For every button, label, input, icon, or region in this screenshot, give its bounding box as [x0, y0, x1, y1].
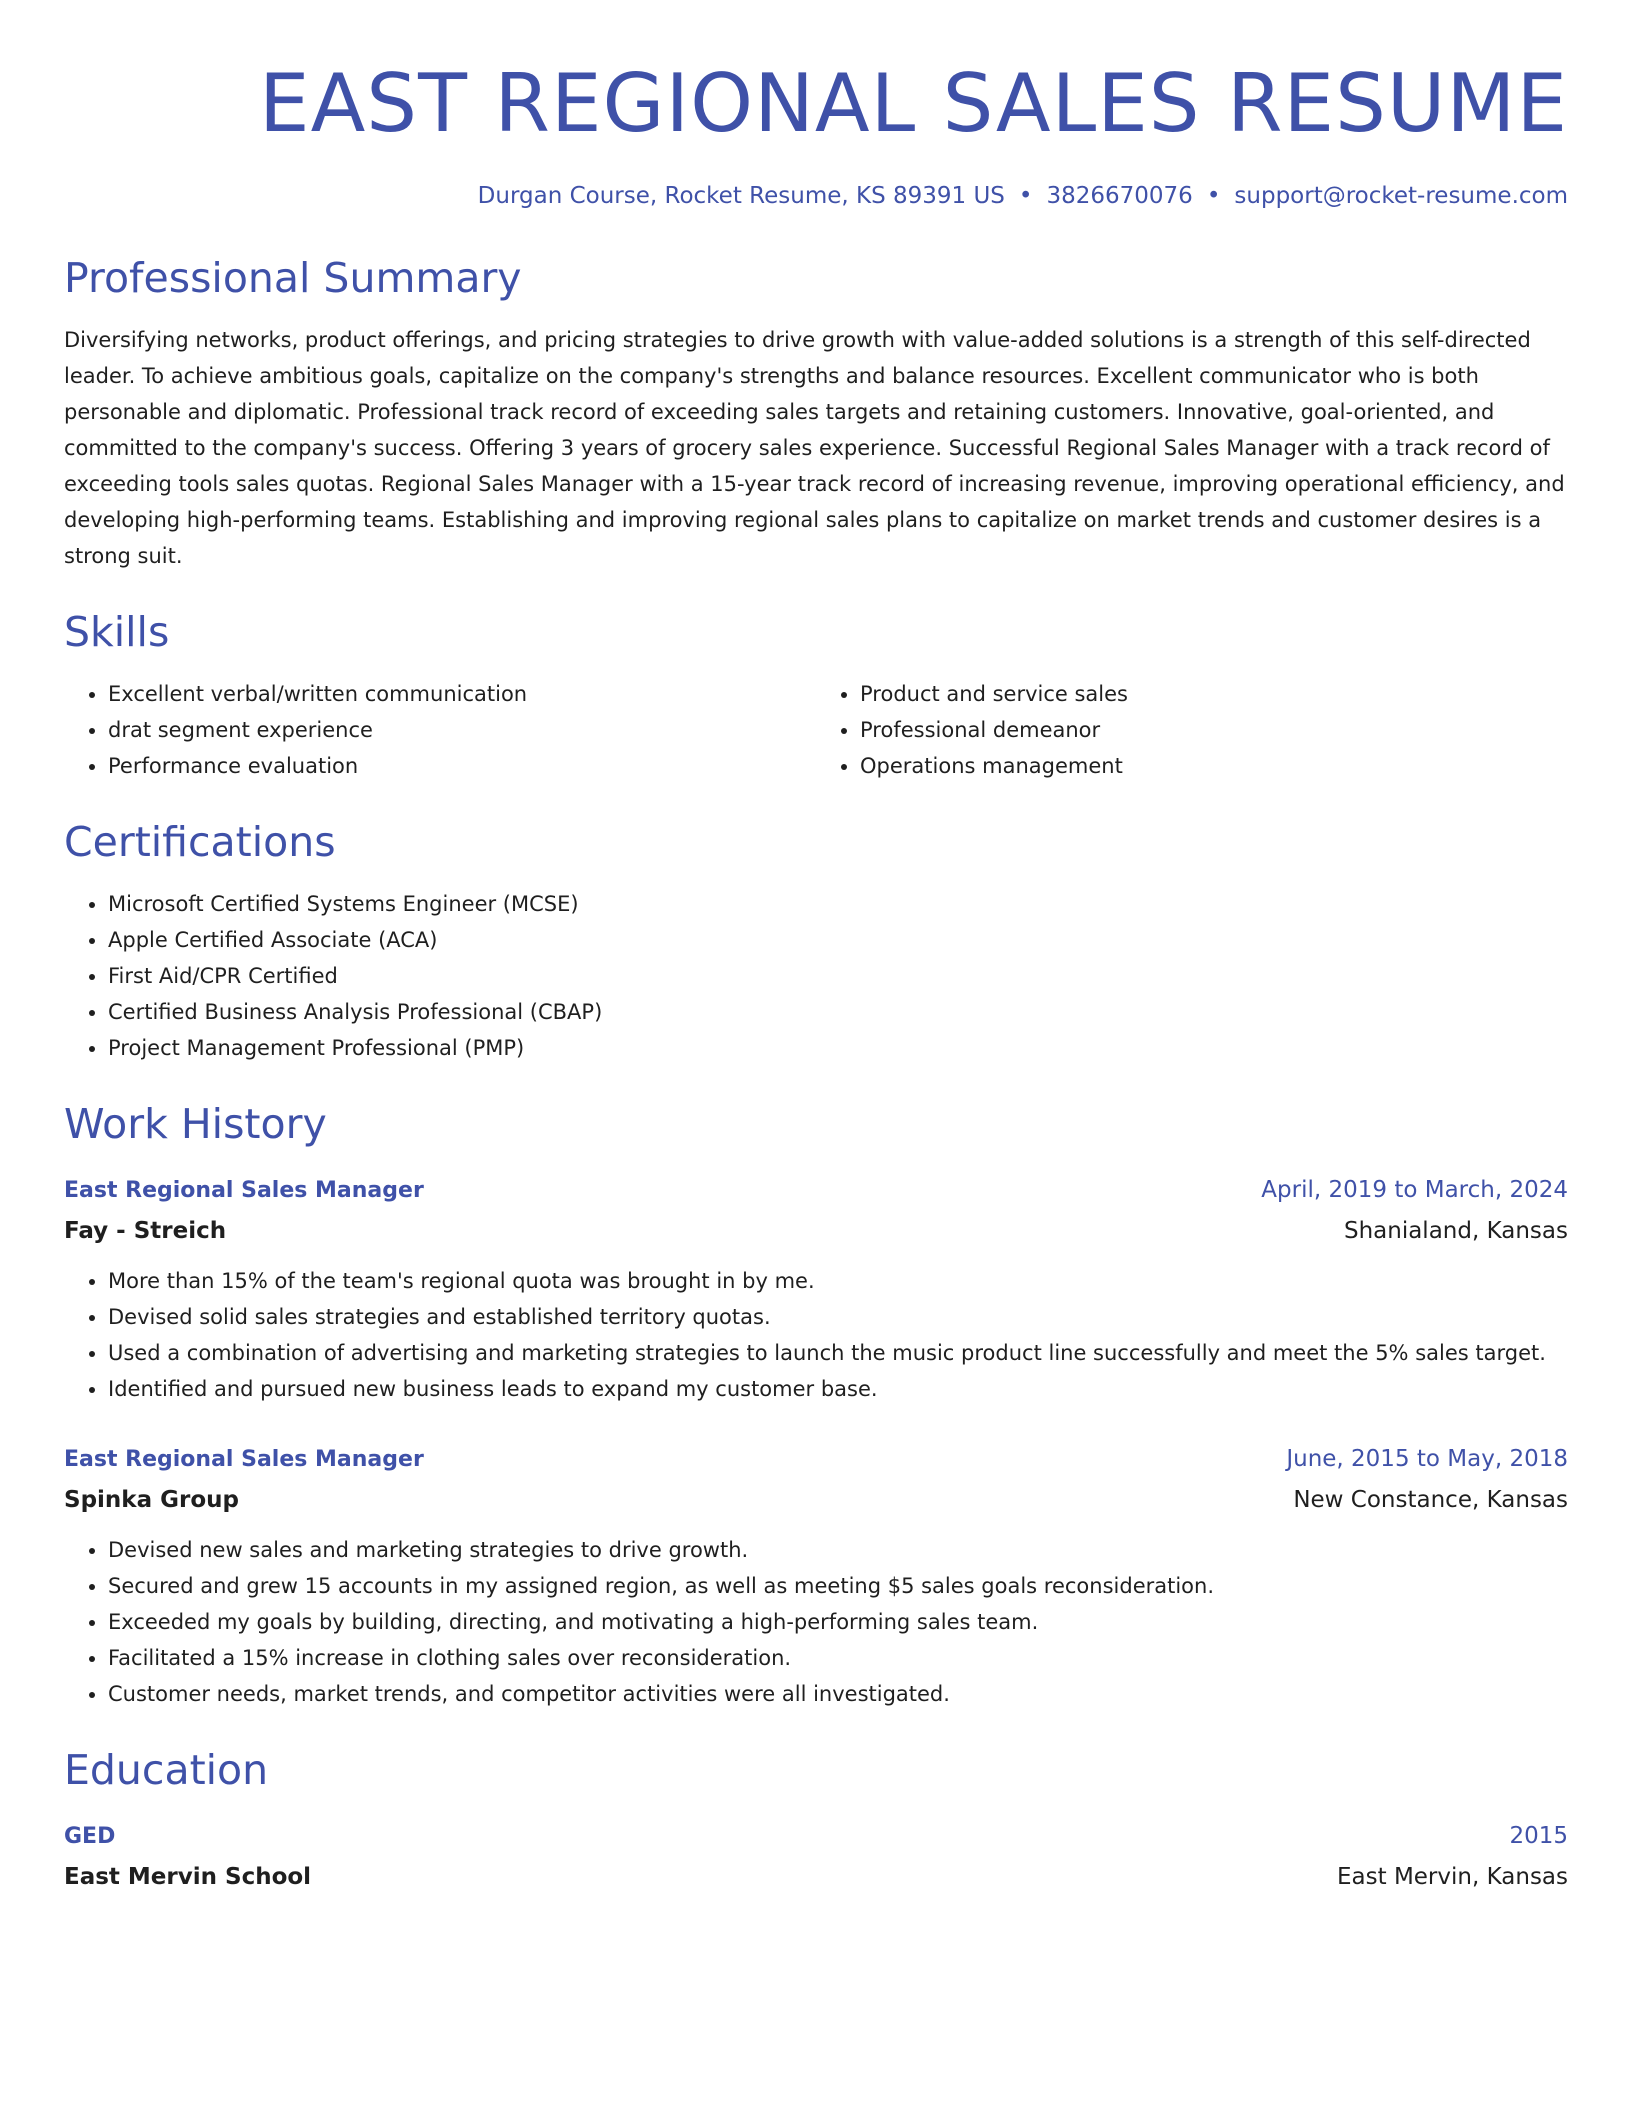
job-bullet: • Exceeded my goals by building, directing, and motivating a high-performing sales team.: [108, 1604, 1568, 1640]
job-bullet: • Customer needs, market trends, and competitor activities were all investigated.: [108, 1676, 1568, 1712]
education-degree: GED: [64, 1824, 116, 1849]
job-location: New Constance, Kansas: [1293, 1487, 1568, 1513]
job-entry: [64, 1170, 1568, 1407]
job-location: Shanialand, Kansas: [1343, 1218, 1568, 1244]
contact-separator: •: [1018, 183, 1033, 209]
job-title-row: [64, 1439, 1568, 1480]
education-section: [64, 1744, 1568, 1897]
work-history-section: [64, 1098, 1568, 1712]
job-title: East Regional Sales Manager: [64, 1447, 424, 1472]
job-employer-row: [64, 1211, 1568, 1251]
education-year: 2015: [1509, 1823, 1568, 1849]
job-dates: June, 2015 to May, 2018: [1286, 1446, 1568, 1472]
skills-section: [64, 606, 1568, 784]
job-bullet: • Identified and pursued new business leads to expand my customer base.: [108, 1371, 1568, 1407]
job-title: East Regional Sales Manager: [64, 1178, 424, 1203]
skill-item: • Professional demeanor: [860, 712, 1568, 748]
certification-item: • Certified Business Analysis Professional (CBAP): [108, 994, 1568, 1030]
education-location: East Mervin, Kansas: [1337, 1864, 1568, 1890]
resume-title: EAST REGIONAL SALES RESUME: [259, 57, 1568, 150]
skills-grid: [64, 676, 1568, 784]
job-bullets: [64, 1532, 1568, 1712]
education-school-row: [64, 1857, 1568, 1897]
certifications-heading: Certifications: [64, 818, 336, 866]
certifications-list: [64, 886, 1568, 1066]
education-entry: [64, 1816, 1568, 1897]
summary-heading: Professional Summary: [64, 254, 522, 302]
contact-email: support@rocket-resume.com: [1234, 183, 1568, 209]
certification-item: • Apple Certified Associate (ACA): [108, 922, 1568, 958]
education-heading: Education: [64, 1746, 269, 1794]
skill-item: • drat segment experience: [108, 712, 816, 748]
job-employer: Spinka Group: [64, 1487, 239, 1513]
job-dates: April, 2019 to March, 2024: [1261, 1177, 1568, 1203]
certification-item: • Project Management Professional (PMP): [108, 1030, 1568, 1066]
certifications-section: [64, 816, 1568, 1066]
skills-list-left: [64, 676, 816, 784]
job-employer: Fay - Streich: [64, 1218, 227, 1244]
skill-item: • Excellent verbal/written communication: [108, 676, 816, 712]
education-school: East Mervin School: [64, 1864, 312, 1890]
work-history-heading: Work History: [64, 1100, 327, 1148]
skills-heading: Skills: [64, 608, 170, 656]
contact-phone: 3826670076: [1046, 183, 1193, 209]
summary-text: Diversifying networks, product offerings, and pricing strategies to drive growth with value-added solutions is a strength of this self-directed leader. To achieve ambitious goals, capitalize on the company's strengths and balance resources. Excellent communicator who is both personable and diplomatic. Professional track record of exceeding sales targets and retaining customers. Innovative, goal-oriented, and committed to the company's success. Offering 3 years of grocery sales experience. Successful Regional Sales Manager with a track record of exceeding tools sales quotas. Regional Sales Manager with a 15-year track record of increasing revenue, improving operational efficiency, and developing high-performing teams. Establishing and improving regional sales plans to capitalize on market trends and customer desires is a strong suit.: [64, 328, 1565, 568]
certification-item: • First Aid/CPR Certified: [108, 958, 1568, 994]
skill-item: • Operations management: [860, 748, 1568, 784]
job-bullet: • Facilitated a 15% increase in clothing sales over reconsideration.: [108, 1640, 1568, 1676]
skill-item: • Product and service sales: [860, 676, 1568, 712]
job-bullet: • Secured and grew 15 accounts in my assigned region, as well as meeting $5 sales goals reconsideration.: [108, 1568, 1568, 1604]
job-employer-row: [64, 1480, 1568, 1520]
skills-list-right: [816, 676, 1568, 784]
summary-section: [64, 252, 1568, 574]
job-bullet: • Devised solid sales strategies and established territory quotas.: [108, 1299, 1568, 1335]
contact-line: [64, 180, 1568, 212]
contact-separator: •: [1206, 183, 1221, 209]
certification-item: • Microsoft Certified Systems Engineer (MCSE): [108, 886, 1568, 922]
skill-item: • Performance evaluation: [108, 748, 816, 784]
job-bullet: • Used a combination of advertising and marketing strategies to launch the music product line successfully and meet the 5% sales target.: [108, 1335, 1568, 1371]
job-bullets: [64, 1263, 1568, 1407]
job-entry: [64, 1439, 1568, 1712]
resume-header: [64, 56, 1568, 212]
contact-address: Durgan Course, Rocket Resume, KS 89391 US: [477, 183, 1005, 209]
education-degree-row: [64, 1816, 1568, 1857]
job-bullet: • More than 15% of the team's regional quota was brought in by me.: [108, 1263, 1568, 1299]
job-title-row: [64, 1170, 1568, 1211]
job-bullet: • Devised new sales and marketing strategies to drive growth.: [108, 1532, 1568, 1568]
